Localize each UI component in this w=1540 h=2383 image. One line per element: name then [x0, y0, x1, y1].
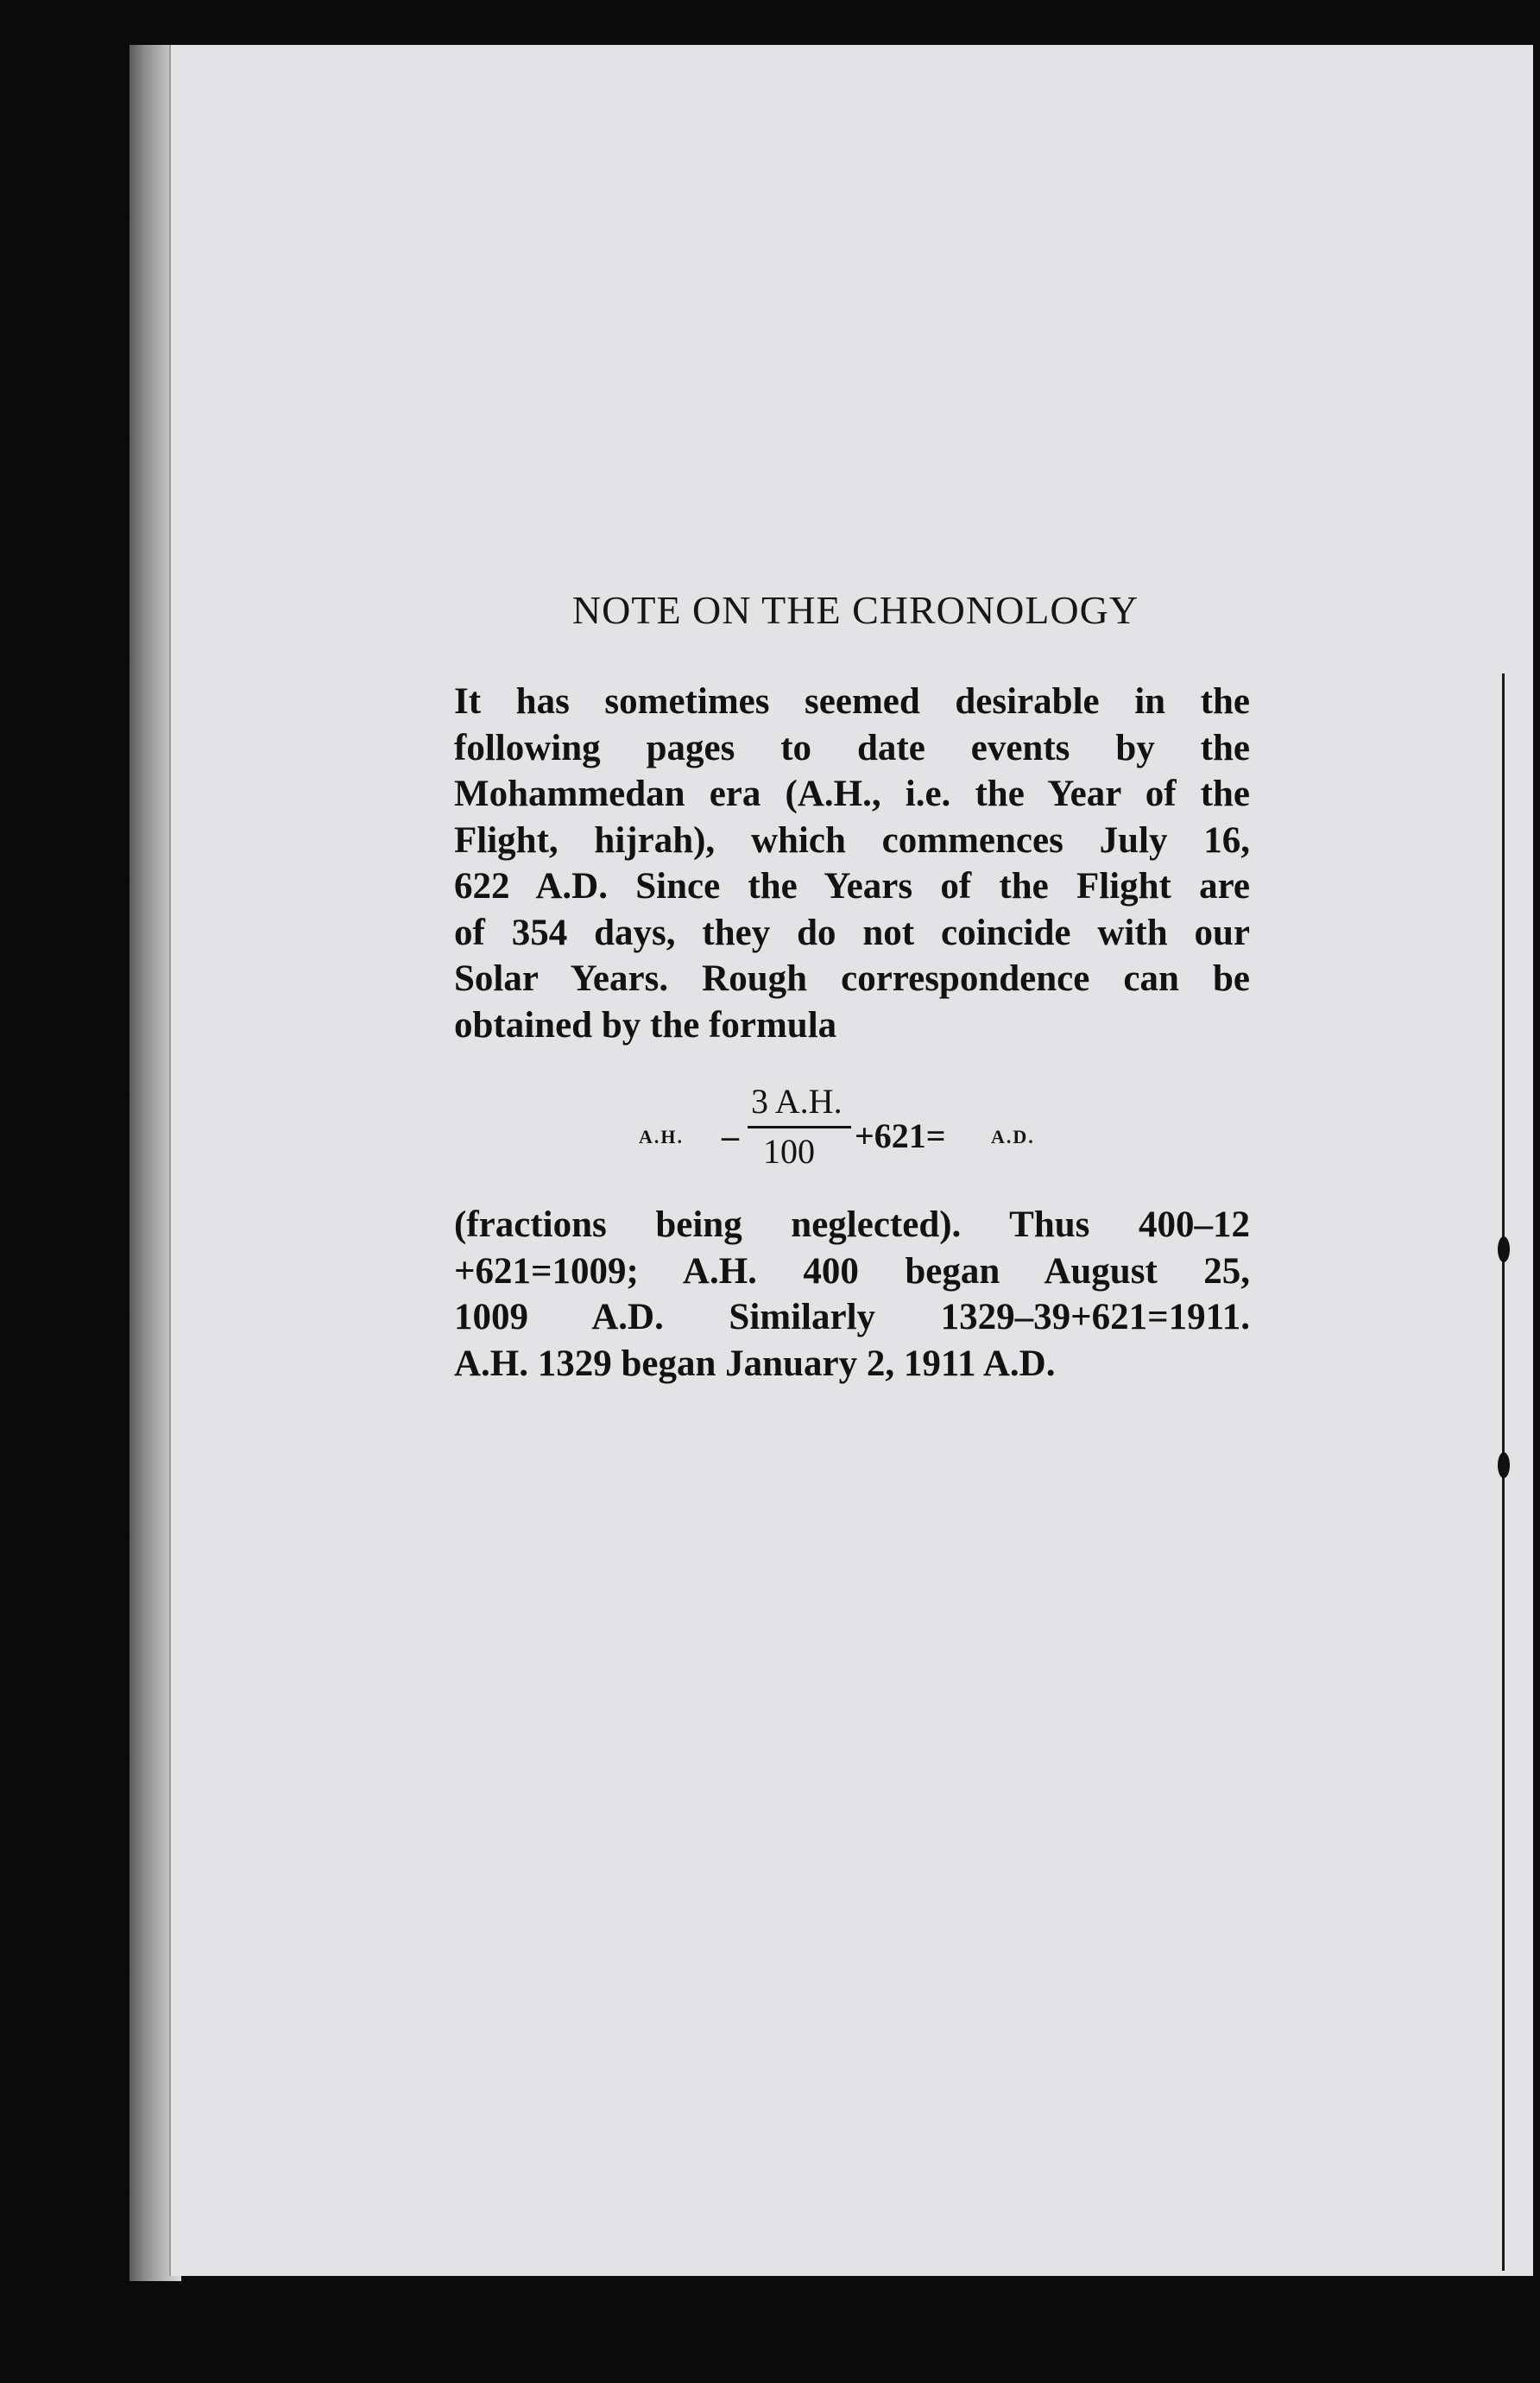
paragraph-line: +621=1009; A.H. 400 began August 25, [454, 1250, 1250, 1292]
conversion-formula [639, 1081, 1088, 1176]
formula-numerator: 3 A.H. [751, 1082, 843, 1121]
paragraph-line: Flight, hijrah), which commences July 16, [454, 819, 1250, 861]
fraction-bar [748, 1126, 851, 1128]
intro-paragraph [454, 679, 1250, 1048]
example-paragraph [454, 1202, 1250, 1387]
paragraph-line: (fractions being neglected). Thus 400–12 [454, 1204, 1250, 1245]
paragraph-line: It has sometimes seemed desirable in the [454, 681, 1250, 722]
formula-denominator: 100 [763, 1132, 815, 1171]
paragraph-line: Solar Years. Rough correspondence can be [454, 958, 1250, 999]
paragraph-line: 622 A.D. Since the Years of the Flight are [454, 866, 1250, 907]
ink-blot [1498, 1452, 1510, 1478]
formula-lhs: A.H. [639, 1126, 684, 1147]
formula-plus-term: +621= [855, 1116, 946, 1155]
paragraph-line: 1009 A.D. Similarly 1329–39+621=1911. [454, 1297, 1250, 1337]
ink-blot [1498, 1236, 1510, 1262]
paragraph-line: following pages to date events by the [454, 727, 1250, 768]
paragraph-line: obtained by the formula [454, 1004, 837, 1046]
paragraph-line: A.H. 1329 began January 2, 1911 A.D. [454, 1343, 1056, 1384]
paragraph-line: of 354 days, they do not coincide with our [454, 912, 1250, 953]
page-title: NOTE ON THE CHRONOLOGY [571, 588, 1139, 632]
formula-rhs: A.D. [991, 1126, 1035, 1147]
formula-minus: – [722, 1116, 739, 1155]
paragraph-line: Mohammedan era (A.H., i.e. the Year of the [454, 774, 1250, 814]
